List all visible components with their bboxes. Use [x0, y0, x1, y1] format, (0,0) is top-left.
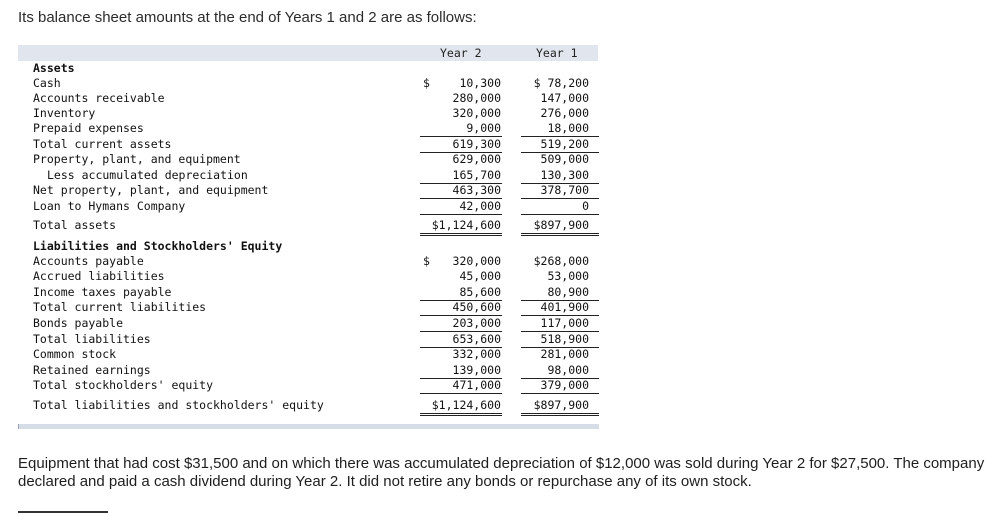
year-1-value: 509,000: [540, 152, 589, 166]
dollar-sign: $: [423, 76, 430, 90]
year-2-value: 165,700: [452, 168, 501, 182]
row-label: Loan to Hymans Company: [33, 199, 186, 213]
year-1-value: 130,300: [540, 168, 589, 182]
year-2-value: 471,000: [452, 378, 501, 392]
year-1-value: $268,000: [533, 254, 589, 268]
table-row: [18, 106, 598, 121]
row-label: Income taxes payable: [33, 285, 172, 299]
table-row: [18, 300, 598, 315]
row-label: Total stockholders' equity: [33, 378, 214, 392]
year-1-value: 401,900: [540, 300, 589, 314]
table-row: [18, 316, 598, 331]
year-1-value: $ 78,200: [533, 76, 589, 90]
table-row: [18, 254, 598, 269]
year-1-value: $897,900: [533, 218, 589, 232]
year-1-value: 276,000: [540, 106, 589, 120]
underline: [420, 214, 502, 215]
row-label: Property, plant, and equipment: [33, 152, 241, 166]
year-2-value: 653,600: [452, 332, 501, 346]
year-2-value: 42,000: [459, 199, 501, 213]
year-2-value: 320,000: [452, 106, 501, 120]
year-1-value: 281,000: [540, 347, 589, 361]
year-2-value: $1,124,600: [431, 398, 501, 412]
row-label: Total liabilities: [33, 332, 151, 346]
year-2-value: 629,000: [452, 152, 501, 166]
row-label: Total assets: [33, 218, 117, 232]
year-2-value: 463,300: [452, 183, 501, 197]
year-2-value: 450,600: [452, 300, 501, 314]
row-label: Assets: [33, 61, 75, 75]
year-2-value: 85,600: [459, 285, 501, 299]
year-2-value: $1,124,600: [431, 218, 501, 232]
note-text: Equipment that had cost $31,500 and on which there was accumulated depreciation of $12,000 was sold during Year 2 for $27,500. The company declared and paid a cash dividend during Year 2. It did not retire any bonds or repurchase any of its own stock.: [18, 455, 985, 490]
table-row: [18, 285, 598, 300]
row-label: Accounts receivable: [33, 91, 165, 105]
year-2-value: 10,300: [459, 76, 501, 90]
year-1-value: 519,200: [540, 137, 589, 151]
row-label: Bonds payable: [33, 316, 124, 330]
row-label: Accounts payable: [33, 254, 144, 268]
table-row: [18, 269, 598, 284]
year-1-value: 98,000: [547, 363, 589, 377]
year-1-value: 18,000: [547, 121, 589, 135]
cut-off-text: [18, 508, 128, 514]
row-label: Retained earnings: [33, 363, 151, 377]
table-row: [18, 168, 598, 183]
table-row: [18, 239, 598, 254]
year-1-value: 378,700: [540, 183, 589, 197]
column-header-year-1: Year 1: [536, 46, 578, 60]
underline: [420, 393, 502, 394]
underline: [521, 393, 599, 394]
underline: [521, 413, 599, 414]
row-label: Accrued liabilities: [33, 269, 165, 283]
year-1-value: 518,900: [540, 332, 589, 346]
year-1-value: 80,900: [547, 285, 589, 299]
table-row: [18, 152, 598, 167]
row-label: Net property, plant, and equipment: [33, 183, 269, 197]
table-header: [18, 45, 598, 61]
intro-text: Its balance sheet amounts at the end of Years 1 and 2 are as follows:: [18, 9, 477, 26]
row-label: Total liabilities and stockholders' equity: [33, 398, 324, 412]
year-2-value: 320,000: [452, 254, 501, 268]
row-label: Inventory: [33, 106, 96, 120]
underline: [521, 214, 599, 215]
balance-sheet-table: [18, 45, 598, 425]
underline: [420, 235, 502, 236]
year-2-value: 45,000: [459, 269, 501, 283]
table-row: [18, 218, 598, 233]
column-header-year-2: Year 2: [440, 46, 482, 60]
table-row: [18, 121, 598, 136]
table-row: [18, 76, 598, 91]
year-2-value: 332,000: [452, 347, 501, 361]
year-1-value: 53,000: [547, 269, 589, 283]
year-2-value: 619,300: [452, 137, 501, 151]
table-row: [18, 137, 598, 152]
year-1-value: 117,000: [540, 316, 589, 330]
underline: [420, 233, 502, 234]
table-row: [18, 332, 598, 347]
year-1-value: 147,000: [540, 91, 589, 105]
row-label: Prepaid expenses: [33, 121, 144, 135]
year-1-value: 379,000: [540, 378, 589, 392]
row-label: Cash: [33, 76, 61, 90]
year-2-value: 203,000: [452, 316, 501, 330]
table-footer-bar: [18, 424, 599, 429]
row-label: Total current liabilities: [33, 300, 207, 314]
table-row: [18, 183, 598, 198]
dollar-sign: $: [423, 254, 430, 268]
underline: [420, 415, 502, 416]
underline: [521, 415, 599, 416]
year-1-value: $897,900: [533, 398, 589, 412]
row-label: Less accumulated depreciation: [47, 168, 248, 182]
year-2-value: 139,000: [452, 363, 501, 377]
row-label: Common stock: [33, 347, 117, 361]
table-row: [18, 378, 598, 393]
table-row: [18, 347, 598, 362]
table-row: [18, 91, 598, 106]
year-2-value: 280,000: [452, 91, 501, 105]
underline: [521, 233, 599, 234]
row-label: Total current assets: [33, 137, 172, 151]
year-1-value: 0: [582, 199, 589, 213]
table-row: [18, 363, 598, 378]
underline: [521, 235, 599, 236]
underline: [420, 413, 502, 414]
row-label: Liabilities and Stockholders' Equity: [33, 239, 283, 253]
table-row: [18, 61, 598, 76]
year-2-value: 9,000: [466, 121, 501, 135]
table-row: [18, 398, 598, 413]
table-row: [18, 199, 598, 214]
